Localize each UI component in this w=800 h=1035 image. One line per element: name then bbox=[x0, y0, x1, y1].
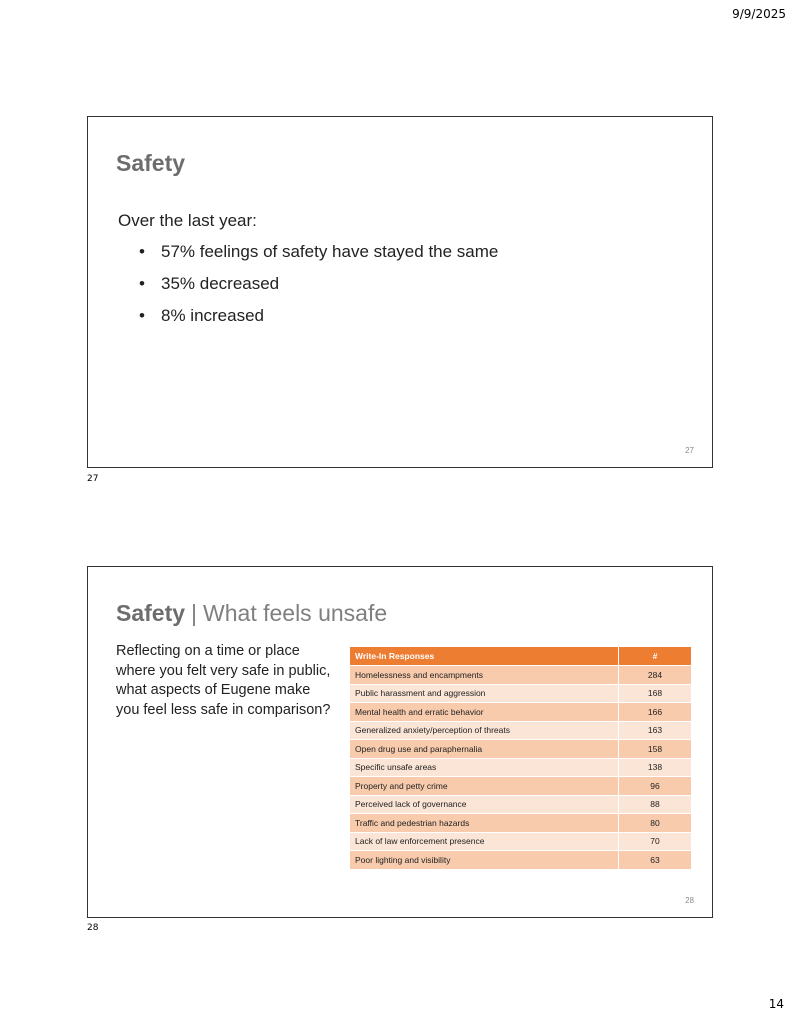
page-number: 14 bbox=[768, 997, 784, 1011]
table-row: Generalized anxiety/perception of threats 163 bbox=[350, 721, 692, 740]
table-row: Perceived lack of governance 88 bbox=[350, 795, 692, 814]
intro-text: Over the last year: bbox=[118, 211, 257, 230]
slide-what-feels-unsafe bbox=[87, 566, 713, 918]
table-row: Traffic and pedestrian hazards 80 bbox=[350, 814, 692, 833]
table-row: Lack of law enforcement presence 70 bbox=[350, 832, 692, 851]
table-row: Property and petty crime 96 bbox=[350, 777, 692, 796]
responses-table bbox=[349, 646, 692, 870]
table-row: Homelessness and encampments 284 bbox=[350, 666, 692, 685]
table-row: Poor lighting and visibility 63 bbox=[350, 851, 692, 870]
slide-caption-number: 28 bbox=[87, 923, 99, 933]
column-header-count: # bbox=[619, 647, 692, 666]
page-date: 9/9/2025 bbox=[732, 7, 786, 21]
slide-number: 27 bbox=[685, 446, 694, 455]
column-header-responses: Write-In Responses bbox=[350, 647, 619, 666]
table-row: Open drug use and paraphernalia 158 bbox=[350, 740, 692, 759]
bullet-item: • 35% decreased bbox=[139, 274, 280, 293]
slide-number: 28 bbox=[685, 896, 694, 905]
bullet-item: • 57% feelings of safety have stayed the same bbox=[139, 242, 499, 261]
table-header-row bbox=[350, 647, 692, 666]
table-row: Mental health and erratic behavior 166 bbox=[350, 703, 692, 722]
table-row: Public harassment and aggression 168 bbox=[350, 684, 692, 703]
bullet-list bbox=[139, 242, 498, 338]
slide-safety-overview bbox=[87, 116, 713, 468]
bullet-item: • 8% increased bbox=[139, 306, 265, 325]
table-row: Specific unsafe areas 138 bbox=[350, 758, 692, 777]
slide-title: Safety | What feels unsafe bbox=[116, 600, 388, 626]
slide-caption-number: 27 bbox=[87, 474, 99, 484]
slide-title: Safety bbox=[116, 150, 186, 176]
question-text: Reflecting on a time or place where you felt very safe in public, what aspects of Eugene make you feel less safe in comparison? bbox=[116, 643, 331, 718]
